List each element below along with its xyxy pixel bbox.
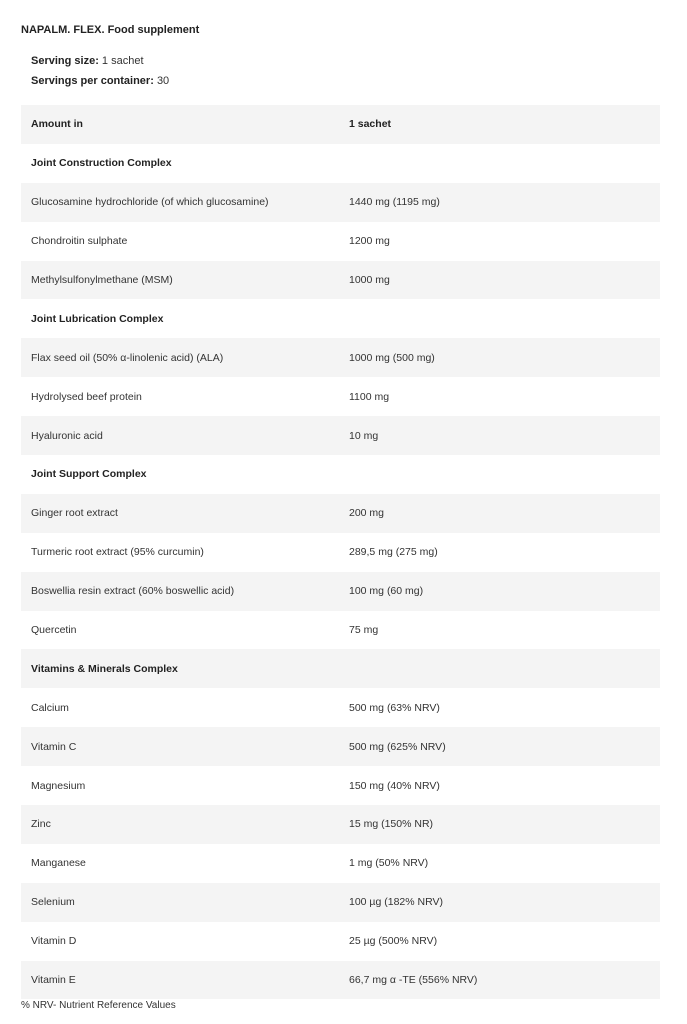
ingredient-amount: 1000 mg	[349, 274, 390, 286]
ingredient-amount: 15 mg (150% NR)	[349, 818, 434, 831]
table-row	[21, 961, 660, 1000]
ingredient-name: Hydrolysed beef protein	[31, 390, 142, 403]
table-row	[21, 222, 660, 261]
ingredient-amount: 75 mg	[349, 624, 379, 637]
serving-size-label: Serving size:	[31, 55, 99, 67]
nutrition-table	[21, 105, 660, 999]
ingredient-name: Ginger root extract	[31, 507, 118, 520]
section-title: Vitamins & Minerals Complex	[31, 662, 178, 675]
section-row	[21, 649, 660, 688]
ingredient-name: Boswellia resin extract (60% boswellic acid)	[31, 585, 235, 598]
ingredient-amount: 1 mg (50% NRV)	[349, 857, 429, 870]
ingredient-amount: 500 mg (63% NRV)	[349, 701, 440, 714]
ingredient-name: Glucosamine hydrochloride (of which glucosamine)	[31, 196, 269, 209]
section-title: Joint Construction Complex	[31, 157, 172, 170]
ingredient-name: Quercetin	[31, 624, 77, 637]
ingredient-amount: 100 µg (182% NRV)	[349, 896, 443, 909]
servings-per-container	[31, 75, 169, 87]
table-row	[21, 572, 660, 611]
ingredient-amount: 1200 mg	[349, 235, 390, 248]
table-body	[21, 144, 660, 1000]
table-row	[21, 844, 660, 883]
section-row	[21, 455, 660, 494]
section-title: Joint Support Complex	[31, 468, 147, 481]
table-row	[21, 883, 660, 922]
section-row	[21, 299, 660, 338]
table-row	[21, 727, 660, 766]
table-row	[21, 261, 660, 300]
ingredient-name: Zinc	[31, 818, 51, 831]
section-row	[21, 144, 660, 183]
ingredient-amount: 1440 mg (1195 mg)	[349, 196, 440, 209]
ingredient-amount: 200 mg	[349, 507, 385, 520]
ingredient-name: Flax seed oil (50% α-linolenic acid) (ALA)	[31, 351, 224, 364]
ingredient-name: Chondroitin sulphate	[31, 235, 128, 248]
table-row	[21, 688, 660, 727]
ingredient-name: Vitamin C	[31, 740, 77, 753]
ingredient-name: Calcium	[31, 701, 69, 714]
section-title: Joint Lubrication Complex	[31, 312, 164, 325]
ingredient-amount: 289,5 mg (275 mg)	[349, 546, 438, 559]
header-per-sachet: 1 sachet	[349, 118, 392, 131]
table-row	[21, 922, 660, 961]
ingredient-name: Hyaluronic acid	[31, 429, 103, 442]
ingredient-amount: 1000 mg (500 mg)	[349, 351, 435, 364]
ingredient-name: Manganese	[31, 857, 86, 870]
table-row	[21, 183, 660, 222]
table-row	[21, 338, 660, 377]
ingredient-name: Vitamin E	[31, 974, 76, 987]
page-title: NAPALM. FLEX. Food supplement	[21, 24, 200, 36]
ingredient-name: Selenium	[31, 896, 75, 909]
table-row	[21, 766, 660, 805]
ingredient-name: Methylsulfonylmethane (MSM)	[31, 274, 173, 286]
servings-per-container-value: 30	[156, 75, 170, 87]
serving-size	[31, 55, 144, 67]
ingredient-amount: 150 mg (40% NRV)	[349, 779, 440, 792]
header-amount-in: Amount in	[31, 118, 83, 131]
servings-per-container-label: Servings per container:	[31, 75, 154, 87]
serving-size-value: 1 sachet	[101, 55, 144, 67]
ingredient-name: Vitamin D	[31, 935, 77, 948]
footnote: % NRV- Nutrient Reference Values	[21, 1000, 176, 1011]
ingredient-name: Turmeric root extract (95% curcumin)	[31, 546, 204, 559]
ingredient-name: Magnesium	[31, 779, 86, 792]
table-row	[21, 611, 660, 650]
ingredient-amount: 500 mg (625% NRV)	[349, 740, 446, 753]
table-row	[21, 377, 660, 416]
ingredient-amount: 25 µg (500% NRV)	[349, 935, 438, 948]
table-row	[21, 805, 660, 844]
table-row	[21, 416, 660, 455]
ingredient-amount: 1100 mg	[349, 390, 390, 403]
table-header-row	[21, 105, 660, 144]
ingredient-amount: 100 mg (60 mg)	[349, 585, 424, 598]
table-row	[21, 533, 660, 572]
ingredient-amount: 10 mg	[349, 429, 379, 442]
ingredient-amount: 66,7 mg α -TE (556% NRV)	[349, 974, 478, 987]
table-row	[21, 494, 660, 533]
